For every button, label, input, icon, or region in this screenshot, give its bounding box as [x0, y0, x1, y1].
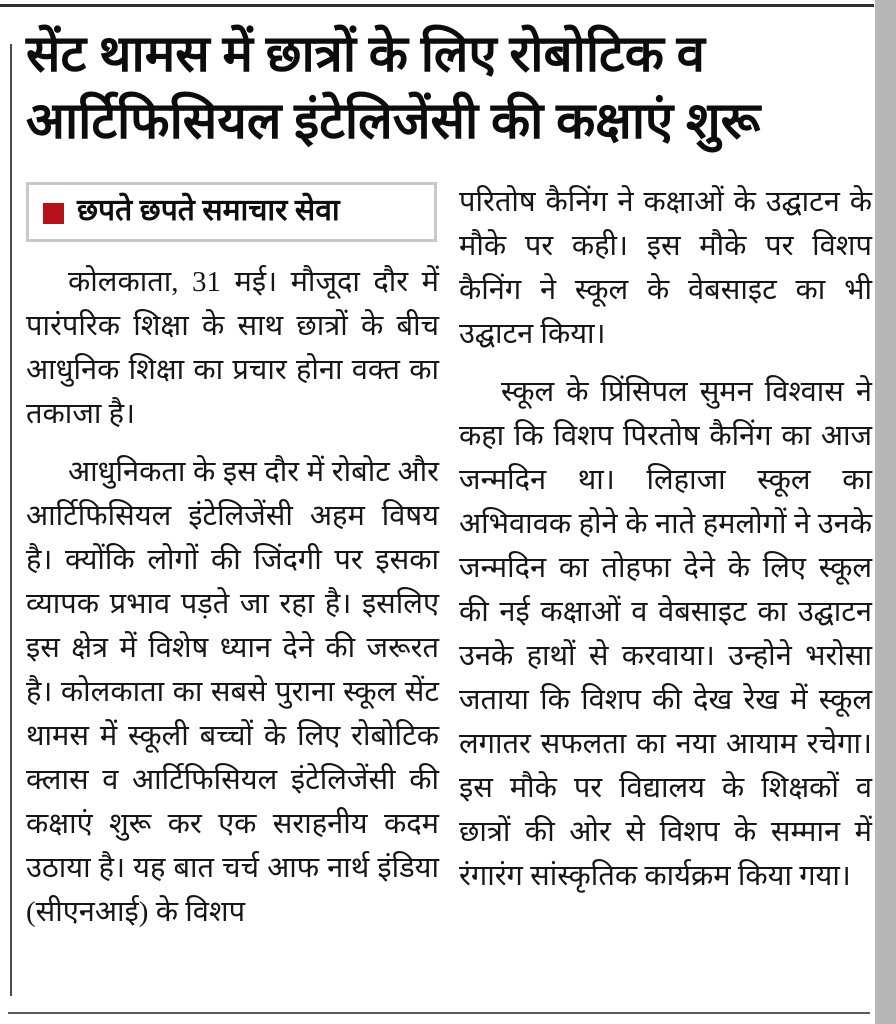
red-square-bullet-icon: [43, 203, 64, 224]
article-columns: [26, 180, 872, 948]
byline-box: [26, 182, 437, 242]
paragraph-right-1: परितोष कैनिंग ने कक्षाओं के उद्घाटन के मौके पर कही। इस मौके पर विशप कैनिंग ने स्कूल के वेबसाइट का भी उद्घाटन किया।: [459, 186, 872, 350]
headline-line-2: आर्टिफिसियल इंटेलिजेंसी की कक्षाएं शुरू: [26, 94, 761, 150]
headline-line-1: सेंट थामस में छात्रों के लिए रोबोटिक व: [26, 27, 706, 83]
scan-edge-strip: [875, 0, 896, 1024]
left-rule: [10, 44, 12, 996]
column-right: [459, 180, 872, 948]
article-headline: [26, 22, 872, 156]
paragraph-right-2: स्कूल के प्रिंसिपल सुमन विश्वास ने कहा कि विशप पिरतोष कैनिंग का आज जन्मदिन था। लिहाजा स्कूल का अभिवावक होने के नाते हमलोगों ने उनके जन्मदिन का तोहफा देने के लिए स्कूल की नई कक्षाओं व वेबसाइट का उद्घाटन उनके हाथों से करवाया। उन्होने भरोसा जताया कि विशप की देख रेख में स्कूल लगातर सफलता का नया आयाम रचेगा। इस मौके पर विद्यालय के शिक्षकों व छात्रों की ओर से विशप के सम्मान में रंगारंग सांस्कृतिक कार्यक्रम किया गया।: [459, 376, 872, 892]
paragraph-left-2: आधुनिकता के इस दौर में रोबोट और आर्टिफिसियल इंटेलिजेंसी अहम विषय है। क्योंकि लोगों की जिंदगी पर इसका व्यापक प्रभाव पड़ते जा रहा है। इसलिए इस क्षेत्र में विशेष ध्यान देने की जरूरत है। कोलकाता का सबसे पुराना स्कूल सेंट थामस में स्कूली बच्चों के लिए रोबोटिक क्लास व आर्टिफिसियल इंटेलिजेंसी की कक्षाएं शुरू कर एक सराहनीय कदम उठाया है। यह बात चर्च आफ नार्थ इंडिया (सीएनआई) के विशप: [26, 456, 439, 928]
bottom-rule: [8, 1012, 870, 1014]
column-left: [26, 180, 439, 948]
article: [26, 22, 872, 948]
paragraph-dateline: कोलकाता, 31 मई। मौजूदा दौर में पारंपरिक शिक्षा के साथ छात्रों के बीच आधुनिक शिक्षा का प्रचार होना वक्त का तकाजा है।: [26, 266, 439, 430]
byline-text: छपते छपते समाचार सेवा: [77, 194, 340, 227]
top-rule: [0, 4, 874, 7]
